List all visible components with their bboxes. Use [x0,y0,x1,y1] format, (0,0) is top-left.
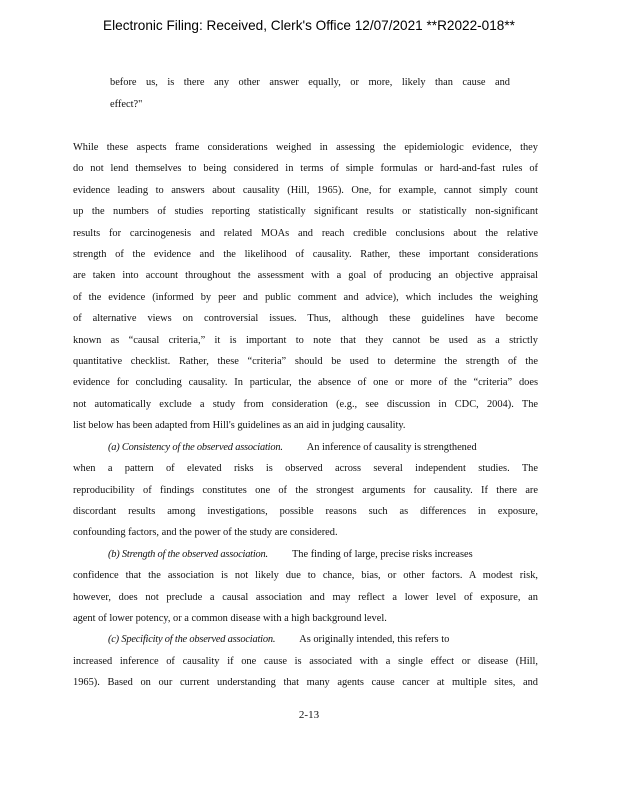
text-line: not automatically exclude a study from consideration (e.g., see discussion in CDC, 2004). The [73,398,538,410]
text-line: confidence that the association is not likely due to chance, bias, or other factors. A modest risk, [73,570,538,582]
text-line: of the evidence (informed by peer and public comment and advice), which includes the weighing [73,291,538,303]
text-line: evidence leading to answers about causality (Hill, 1965). One, for example, cannot simply count [73,184,538,196]
item-specificity [73,629,538,693]
item-consistency [73,437,538,544]
text-line: when a pattern of elevated risks is observed across several independent studies. The [73,463,538,475]
text-line: evidence for concluding causality. In particular, the absence of one or more of the “criteria” does [73,377,538,389]
text-segment: An inference of causality is strengthened [306,441,477,453]
text-line: discordant results among investigations, possible reasons such as differences in exposure, [73,505,538,517]
text-line: strength of the evidence and the likelihood of causality. Rather, these important considerations [73,249,538,261]
item-heading: (c) Specificity of the observed association. [108,634,276,646]
text-line: up the numbers of studies reporting statistically significant results or statistically non-significant [73,206,538,218]
item-heading: (b) Strength of the observed association. [108,548,268,560]
page-number: 2-13 [298,709,320,721]
text-segment: The finding of large, precise risks increases [291,548,473,560]
text-line: results for carcinogenesis and related MOAs and reach credible conclusions about the relative [73,227,538,239]
text-line: agent of lower potency, or a common disease with a high background level. [73,612,387,624]
text-line: confounding factors, and the power of the study are considered. [73,527,338,539]
item-first-line [73,544,538,565]
text-line: 1965). Based on our current understanding that many agents cause cancer at multiple sites, and [73,677,538,689]
text-line: are taken into account throughout the assessment with a goal of producing an objective appraisal [73,270,538,282]
item-heading: (a) Consistency of the observed association. [108,441,283,453]
block-quote [110,72,510,115]
text-line: known as “causal criteria,” it is important to note that they cannot be used as a strictly [73,334,538,346]
quote-line: before us, is there any other answer equally, or more, likely than cause and [110,77,510,88]
quote-line: effect?" [110,98,143,110]
paragraph-intro [73,137,538,437]
text-line: While these aspects frame considerations weighed in assessing the epidemiologic evidence, they [73,142,538,153]
text-line: increased inference of causality if one cause is associated with a single effect or disease (Hill, [73,655,538,667]
text-line: do not lend themselves to being considered in terms of simple formulas or hard-and-fast rules of [73,163,538,175]
item-first-line [73,629,538,650]
filing-header: Electronic Filing: Received, Clerk's Office 12/07/2021 **R2022-018** [103,18,515,33]
text-line: reproducibility of findings constitutes one of the strongest arguments for causality. If there are [73,484,538,496]
text-line: list below has been adapted from Hill's guidelines as an aid in judging causality. [73,420,406,432]
main-text [73,137,538,694]
item-strength [73,544,538,630]
text-line: of alternative views on controversial issues. Thus, although these guidelines have become [73,313,538,325]
text-line: however, does not preclude a causal association and may reflect a lower level of exposure, an [73,591,538,603]
text-segment: As originally intended, this refers to [299,634,450,646]
text-line: quantitative checklist. Rather, these “criteria” should be used to determine the strength of the [73,356,538,368]
item-first-line [73,437,538,458]
